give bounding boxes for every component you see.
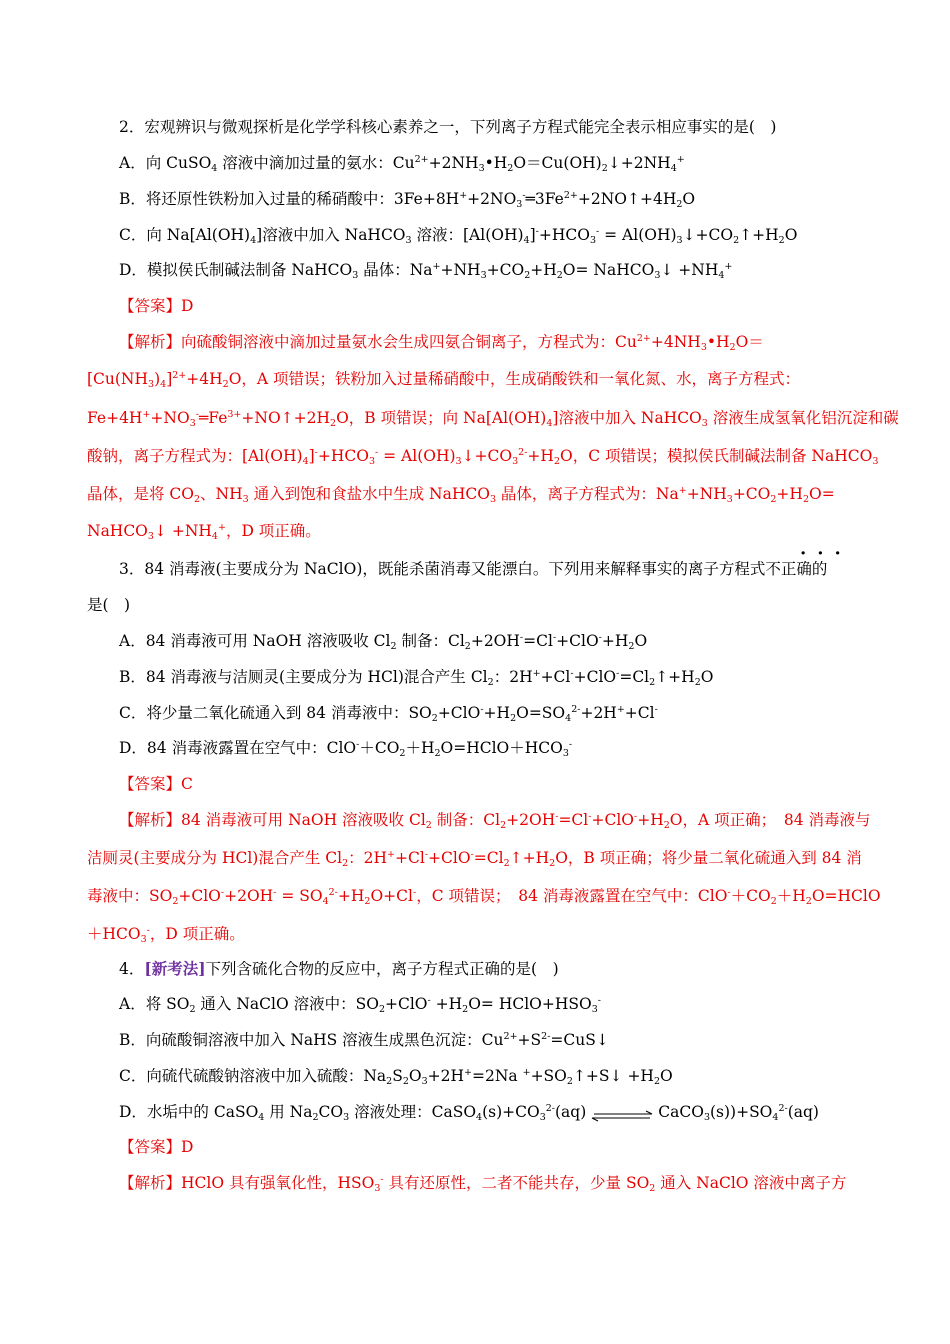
new-exam-tag: [新考法] xyxy=(144,959,206,978)
q2-option-c: C．向 $Na[Al(OH)_4]$溶液中加入 NaHCO$_3$ 溶液：$[Al(OH)_4]^-+HCO_3^-$ = $Al(OH)_3↓+CO_2↑+H_2O$ xyxy=(119,226,798,246)
q3-option-b: B．84 消毒液与洁厕灵(主要成分为 HCl)混合产生 $Cl_2$：$2H^++Cl^-+ClO^-=Cl_2↑+H_2O$ xyxy=(119,668,714,688)
q4-option-a: A．将 $SO_2$ 通入 NaClO 溶液中：$SO_2+ClO^- +H_2O=$ $HClO+HSO_3^-$ xyxy=(119,995,601,1015)
q4-answer: 【答案】D xyxy=(119,1138,194,1156)
q4-option-c: C．向硫代硫酸钠溶液中加入硫酸：$Na_2S_2O_3+2H^+=2Na$ $^++SO_2↑+S↓ +H_2O$ xyxy=(119,1067,673,1087)
q2-option-a: A．向 CuSO$_4$ 溶液中滴加过量的氨水：$Cu^{2+}+2NH_3•H_2O=Cu(OH)_2↓+2NH_4^+$ xyxy=(119,154,685,174)
q4-stem: 4．[新考法]下列含硫化合物的反应中，离子方程式正确的是( ) xyxy=(119,959,559,978)
q3-answer: 【答案】C xyxy=(119,775,193,793)
q3-option-d: D．84 消毒液露置在空气中：$ClO^-+CO_2+H_2O=HClO+HCO_3^-$ xyxy=(119,739,573,759)
q2-analysis-line-6: NaHCO$_3$↓ $+NH_4^+$，D 项正确。 xyxy=(87,522,321,542)
q2-analysis-line-3: $Fe+4H^++NO_3^-═Fe^{3+}+NO↑+2H_2O$，B 项错误；向 $Na[Al(OH)_4]$溶液中加入 NaHCO$_3$ 溶液生成氢氧化铝沉淀和碳 xyxy=(87,409,899,429)
q3-stem-line-2: 是( ) xyxy=(87,596,131,614)
q3-analysis-line-3: 毒液中：$SO_2+ClO^-+2OH^- = SO_4^{2-}+H_2O+Cl^-$，C 项错误； 84 消毒液露置在空气中：$ClO^-+CO_2+H_2O=HClO$ xyxy=(87,887,881,907)
q3-option-c: C．将少量二氧化硫通入到 84 消毒液中：$SO_2+ClO^-+H_2O=SO_4^{2-}+2H^++Cl^-$ xyxy=(119,704,658,724)
q2-option-d: D．模拟侯氏制碱法制备 NaHCO$_3$ 晶体：$Na^++NH_3+CO_2+H_2O=$ NaHCO$_3$↓ $+NH_4^+$ xyxy=(119,261,733,281)
emphasis-dots: ··· xyxy=(800,543,852,564)
q3-analysis-line-4: $+HCO_3^-$，D 项正确。 xyxy=(87,925,245,945)
q2-option-b: B．将还原性铁粉加入过量的稀硝酸中：$3Fe+8H^++2NO_3^-═3Fe^{2+}+2NO↑+4H_2O$ xyxy=(119,190,696,210)
q2-analysis-line-1: 【解析】向硫酸铜溶液中滴加过量氨水会生成四氨合铜离子，方程式为：$Cu^{2+}+4NH_3•H_2O=$ xyxy=(119,333,764,353)
emphasis-text: 不正确 xyxy=(765,560,812,578)
equilibrium-arrow-icon xyxy=(588,1107,656,1119)
q4-analysis-line-1: 【解析】HClO 具有强氧化性，$HSO_3^-$ 具有还原性，二者不能共存，少量 $SO_2$ 通入 NaClO 溶液中离子方 xyxy=(119,1174,847,1194)
q2-analysis-line-2: $[Cu(NH_3)_4]^{2+}+4H_2O$，A 项错误；铁粉加入过量稀硝酸中，生成硝酸铁和一氧化氮、水，离子方程式： xyxy=(87,370,801,390)
q4-option-d: D．水垢中的 CaSO$_4$ 用 $Na_2CO_3$ 溶液处理：$CaSO_4(s)+CO_3^{2-}(aq)$ $CaCO_3(s))+SO_4^{2-}(aq)$ xyxy=(119,1103,819,1123)
q3-analysis-line-1: 【解析】84 消毒液可用 NaOH 溶液吸收 $Cl_2$ 制备：$Cl_2+2OH^-=Cl^-+ClO^-+H_2O$，A 项正确； 84 消毒液与 xyxy=(119,811,871,831)
q2-analysis-line-5: 晶体，是将 $CO_2$、$NH_3$ 通入到饱和食盐水中生成 NaHCO$_3$ 晶体，离子方程式为：$Na^++NH_3+CO_2+H_2O=$ xyxy=(87,485,835,505)
q3-analysis-line-2: 洁厕灵(主要成分为 HCl)混合产生 $Cl_2$：$2H^++Cl^-+ClO^-=Cl_2↑+H_2O$，B 项正确；将少量二氧化硫通入到 84 消 xyxy=(87,849,862,869)
q2-stem: 2．宏观辨识与微观探析是化学学科核心素养之一，下列离子方程式能完全表示相应事实的是( ) xyxy=(119,118,777,136)
q3-stem-line-1: 3．84 消毒液(主要成分为 NaClO)，既能杀菌消毒又能漂白。下列用来解释事实的离子方程式不正确的 xyxy=(119,560,828,578)
q2-answer: 【答案】D xyxy=(119,297,194,315)
q3-option-a: A．84 消毒液可用 NaOH 溶液吸收 $Cl_2$ 制备：$Cl_2+2OH^-=Cl^-+ClO^-+H_2O$ xyxy=(119,632,648,652)
q4-option-b: B．向硫酸铜溶液中加入 NaHS 溶液生成黑色沉淀：$Cu^{2+}+S^{2-}=CuS↓$ xyxy=(119,1031,609,1049)
q2-analysis-line-4: 酸钠，离子方程式为：$[Al(OH)_4]^-+HCO_3^-$ = $Al(OH)_3↓+CO_3^{2-}+H_2O$，C 项错误；模拟侯氏制碱法制备 NaHCO$_3$ xyxy=(87,447,879,467)
